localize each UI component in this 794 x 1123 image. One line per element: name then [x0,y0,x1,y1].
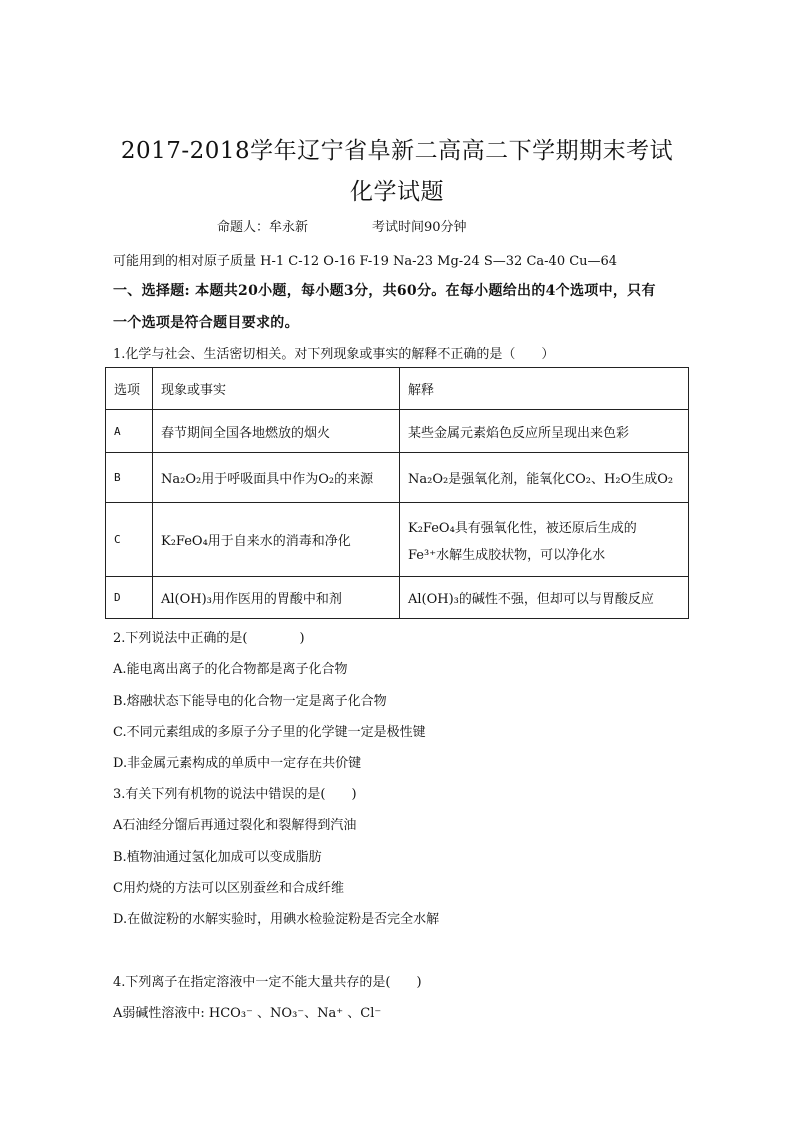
title-line-2: 化学试题 [350,179,444,205]
q2-option-a: A.能电离出离子的化合物都是离子化合物 [113,662,348,677]
title-line-1: 2017-2018学年辽宁省阜新二高高二下学期期末考试 [120,138,674,164]
table-header-cell: 现象或事实 [153,368,400,410]
q3-option-d: D.在做淀粉的水解实验时，用碘水检验淀粉是否完全水解 [113,912,440,927]
table-header-cell: 解释 [400,368,689,410]
q1-stem: 1.化学与社会、生活密切相关。对下列现象或事实的解释不正确的是（ ） [113,347,555,362]
fact-cell: 春节期间全国各地燃放的烟火 [153,410,400,453]
q2-stem: 2.下列说法中正确的是( ) [113,631,305,646]
q2-option-c: C.不同元素组成的多原子分子里的化学键一定是极性键 [113,725,426,740]
q3-option-a: A石油经分馏后再通过裂化和裂解得到汽油 [113,818,357,833]
q4-option-a: A弱碱性溶液中: HCO₃⁻ 、NO₃⁻、Na⁺ 、Cl⁻ [113,1006,382,1021]
explain-line: K₂FeO₄具有强氧化性，被还原后生成的 [408,520,637,536]
section1-heading-1: 一、选择题: 本题共20小题，每小题3分，共60分。在每小题给出的4个选项中，只有 [113,283,656,299]
author: 命题人：牟永新 [217,220,309,235]
q2-option-d: D.非金属元素构成的单质中一定存在共价键 [113,756,362,771]
q4-stem: 4.下列离子在指定溶液中一定不能大量共存的是( ) [113,975,422,990]
option-letter: D [106,577,153,619]
table-row [106,410,689,453]
fact-cell: K₂FeO₄用于自来水的消毒和净化 [153,503,400,577]
fact-cell: Al(OH)₃用作医用的胃酸中和剂 [153,577,400,619]
exam-time: 考试时间90分钟 [372,220,467,235]
q2-option-b: B.熔融状态下能导电的化合物一定是离子化合物 [113,694,387,709]
table-row [106,503,689,577]
explain-cell: Al(OH)₃的碱性不强，但却可以与胃酸反应 [400,577,689,619]
q3-option-c: C用灼烧的方法可以区别蚕丝和合成纤维 [113,881,344,896]
q3-stem: 3.有关下列有机物的说法中错误的是( ) [113,787,357,802]
option-letter: C [106,503,153,577]
explain-line: Fe³⁺水解生成胶状物，可以净化水 [408,547,606,563]
table-row [106,453,689,503]
explain-cell: Na₂O₂是强氧化剂，能氧化CO₂、H₂O生成O₂ [400,453,689,503]
table-header-cell: 选项 [106,368,153,410]
option-letter: A [106,410,153,453]
q3-option-b: B.植物油通过氢化加成可以变成脂肪 [113,850,322,865]
explain-cell [400,503,689,577]
q1-table [105,367,689,619]
atomic-mass-line: 可能用到的相对原子质量 H-1 C-12 O-16 F-19 Na-23 Mg-24 S—32 Ca-40 Cu—64 [113,254,618,269]
option-letter: B [106,453,153,503]
fact-cell: Na₂O₂用于呼吸面具中作为O₂的来源 [153,453,400,503]
section1-heading-2: 一个选项是符合题目要求的。 [113,315,299,331]
explain-cell: 某些金属元素焰色反应所呈现出来色彩 [400,410,689,453]
table-row [106,577,689,619]
table-header-row [106,368,689,410]
